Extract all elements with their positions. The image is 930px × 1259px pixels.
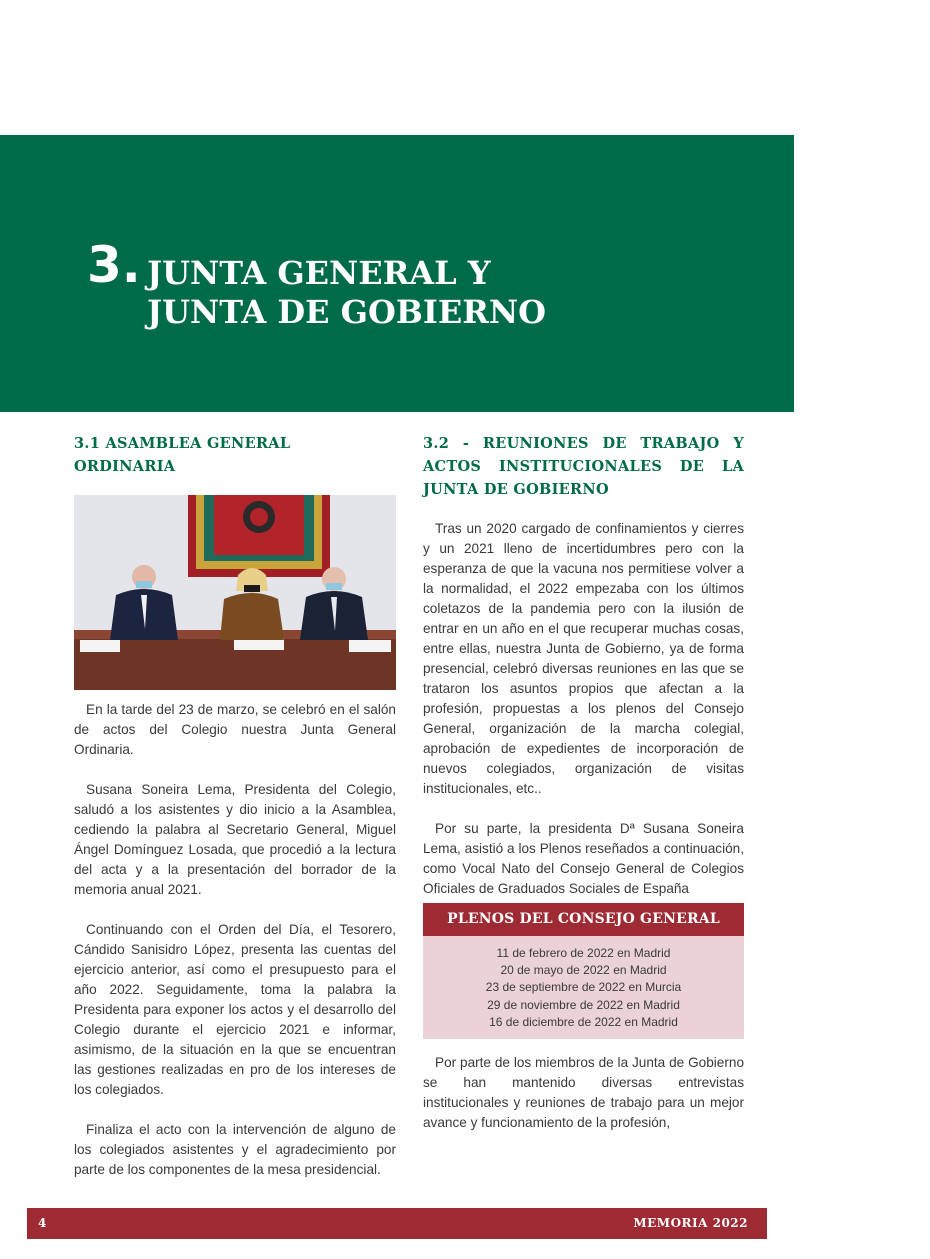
- page-footer: [27, 1208, 767, 1239]
- page-number: 4: [38, 1216, 47, 1230]
- chapter-title: [147, 254, 747, 332]
- chapter-title-line-1: JUNTA GENERAL Y: [147, 254, 491, 292]
- reuniones-paragraph-1: Tras un 2020 cargado de confinamientos y cierres y un 2021 lleno de incertidumbres pero con la esperanza de que la vacuna nos permitiese volver a la normalidad, el 2022 empezaba con los últimos coletazos de la pandemia pero con la ilusión de entrar en un año en el que recuperar muchas cosas, entre ellas, nuestra Junta de Gobierno, ya de forma presencial, celebró diversas reuniones en las que se trataron los asuntos propios que afectan a la profesión, propuestas a los plenos del Consejo General, organización de la marcha colegial, aprobación de expedientes de incorporación de nuevos colegiados, organización de visitas institucionales, etc..: [423, 521, 744, 796]
- plenos-list: [423, 936, 744, 1039]
- asamblea-paragraph-4: Finaliza el acto con la intervención de alguno de los colegiados asistentes y el agradecimiento por parte de los componentes de la mesa presidencial.: [74, 1122, 396, 1177]
- section-heading-asamblea: 3.1 ASAMBLEA GENERAL ORDINARIA: [74, 435, 291, 475]
- plenos-item: 23 de septiembre de 2022 en Murcia: [485, 980, 682, 995]
- left-column: [74, 432, 396, 1180]
- reuniones-closing-paragraph: Por parte de los miembros de la Junta de Gobierno se han mantenido diversas entrevistas institucionales y reuniones de trabajo para un mejor avance y funcionamiento de la profesión,: [423, 1055, 744, 1131]
- section-heading-reuniones: 3.2 - REUNIONES DE TRABAJO Y ACTOS INSTITUCIONALES DE LA JUNTA DE GOBIERNO: [423, 435, 744, 498]
- assembly-photo: [74, 495, 396, 690]
- plenos-item: 29 de noviembre de 2022 en Madrid: [487, 997, 680, 1012]
- asamblea-paragraph-2: Susana Soneira Lema, Presidenta del Colegio, saludó a los asistentes y dio inicio a la Asamblea, cediendo la palabra al Secretario General, Miguel Ángel Domínguez Losada, que procedió a la lectura del acta y a la presentación del borrador de la memoria anual 2021.: [74, 782, 396, 897]
- plenos-box: [423, 903, 744, 1039]
- asamblea-paragraph-3: Continuando con el Orden del Día, el Tesorero, Cándido Sanisidro López, presenta las cuentas del ejercicio anterior, así como el presupuesto para el año 2022. Seguidamente, toma la palabra la Presidenta para exponer los actos y el desarrollo del Colegio durante el ejercicio 2021 e informar, asimismo, de la situación en la que se encuentran las gestiones realizadas en pro de los intereses de los colegiados.: [74, 922, 396, 1097]
- reuniones-paragraph-2: Por su parte, la presidenta Dª Susana Soneira Lema, asistió a los Plenos reseñados a continuación, como Vocal Nato del Consejo General de Colegios Oficiales de Graduados Sociales de España: [423, 821, 744, 896]
- footer-title: MEMORIA 2022: [633, 1216, 748, 1230]
- plenos-item: 16 de diciembre de 2022 en Madrid: [489, 1014, 678, 1029]
- chapter-number: 3.: [87, 236, 141, 294]
- chapter-title-line-2: JUNTA DE GOBIERNO: [147, 293, 546, 331]
- plenos-item: 20 de mayo de 2022 en Madrid: [500, 963, 667, 978]
- right-column: [423, 432, 744, 1133]
- plenos-item: 11 de febrero de 2022 en Madrid: [496, 946, 671, 960]
- plenos-title: PLENOS DEL CONSEJO GENERAL: [423, 903, 744, 936]
- asamblea-paragraph-1: En la tarde del 23 de marzo, se celebró en el salón de actos del Colegio nuestra Junta General Ordinaria.: [74, 702, 396, 757]
